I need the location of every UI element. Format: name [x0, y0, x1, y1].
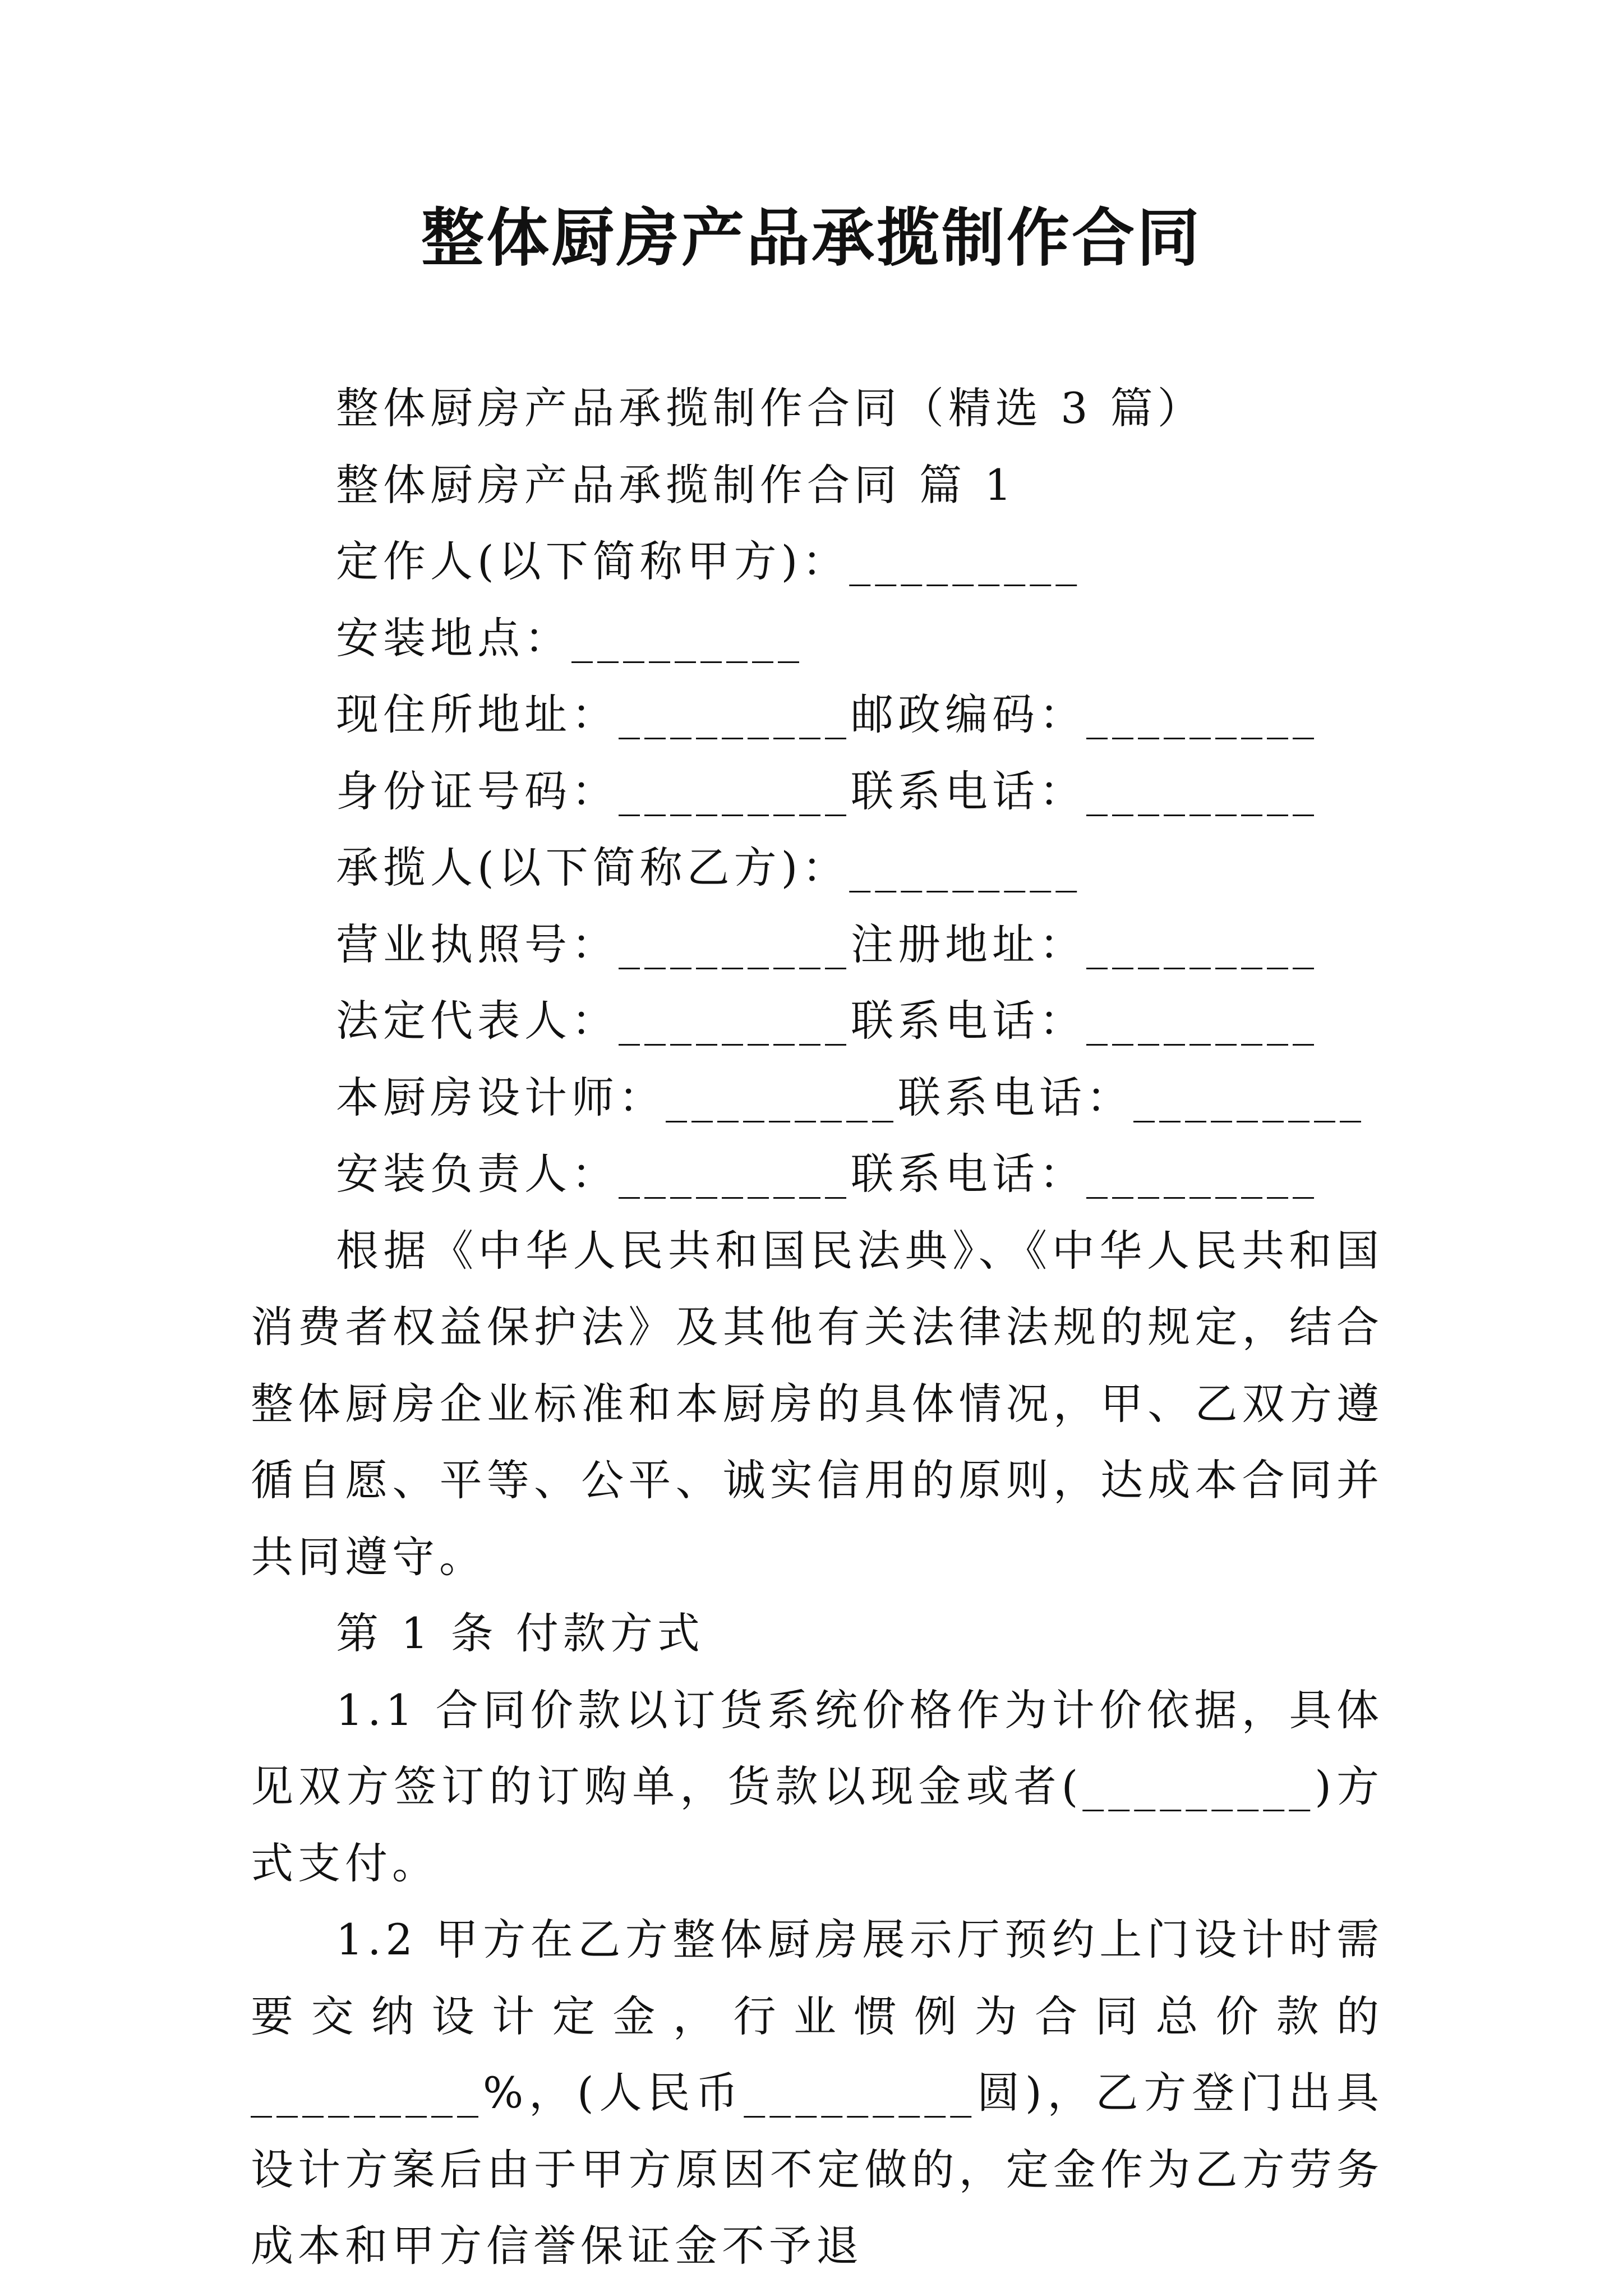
field-address-postcode: 现住所地址：_________邮政编码：_________ [336, 689, 1318, 739]
field-license-address: 营业执照号：_________注册地址：_________ [336, 919, 1318, 969]
clause-1-1: 1.1 合同价款以订货系统价格作为计价依据，具体见双方签订的订购单，货款以现金或者(_________)方式支付。 [251, 1685, 1384, 1888]
article-1-heading: 第 1 条 付款方式 [336, 1608, 704, 1658]
section-heading-part-1: 整体厨房产品承揽制作合同 篇 1 [336, 459, 1016, 510]
field-orderer: 定作人(以下简称甲方)：_________ [336, 536, 1082, 586]
document-title: 整体厨房产品承揽制作合同 [421, 201, 1202, 275]
subtitle-selection: 整体厨房产品承揽制作合同（精选 3 篇） [336, 383, 1205, 433]
field-designer-phone: 本厨房设计师：_________联系电话：_________ [336, 1072, 1366, 1122]
clause-1-2: 1.2 甲方在乙方整体厨房展示厅预约上门设计时需要交纳设计定金，行业惯例为合同总价款的_________%，(人民币_________圆)，乙方登门出具设计方案后由于甲方原因不定做的，定金作为乙方劳务成本和甲方信誉保证金不予退 [251, 1915, 1384, 2271]
document-body [251, 370, 1384, 2285]
field-installer-phone: 安装负责人：_________联系电话：_________ [336, 1149, 1318, 1199]
field-legal-rep-phone: 法定代表人：_________联系电话：_________ [336, 996, 1318, 1046]
preamble-paragraph: 根据《中华人民共和国民法典》、《中华人民共和国消费者权益保护法》及其他有关法律法规的规定，结合整体厨房企业标准和本厨房的具体情况，甲、乙双方遵循自愿、平等、公平、诚实信用的原则，达成本合同并共同遵守。 [251, 1225, 1384, 1582]
field-install-location: 安装地点：_________ [336, 613, 804, 663]
field-id-phone: 身份证号码：_________联系电话：_________ [336, 766, 1318, 816]
field-contractor: 承揽人(以下简称乙方)：_________ [336, 843, 1082, 892]
